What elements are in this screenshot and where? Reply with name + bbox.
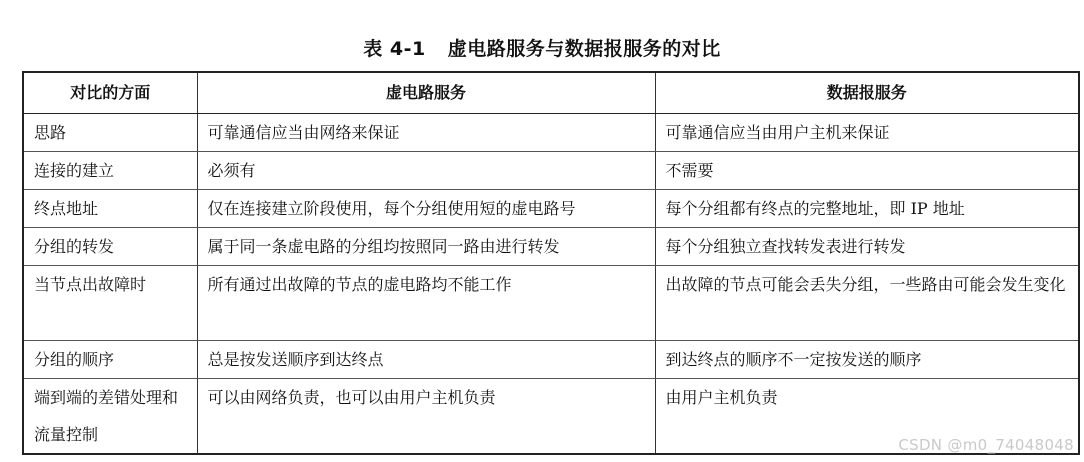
row-datagram: 由用户主机负责 [655,379,1079,455]
table-row [23,341,1079,379]
row-datagram: 不需要 [655,152,1079,190]
table-caption [0,34,1084,61]
row-aspect: 思路 [23,114,197,152]
row-virtual-circuit: 总是按发送顺序到达终点 [197,341,655,379]
table-row [23,228,1079,266]
row-datagram: 到达终点的顺序不一定按发送的顺序 [655,341,1079,379]
table-row [23,152,1079,190]
table-row [23,114,1079,152]
header-row [23,72,1079,114]
row-datagram: 出故障的节点可能会丢失分组，一些路由可能会发生变化 [655,266,1079,341]
watermark: CSDN @m0_74048048 [898,436,1074,454]
row-aspect: 端到端的差错处理和流量控制 [23,379,197,455]
row-virtual-circuit: 仅在连接建立阶段使用，每个分组使用短的虚电路号 [197,190,655,228]
row-virtual-circuit: 属于同一条虚电路的分组均按照同一路由进行转发 [197,228,655,266]
header-aspect: 对比的方面 [23,72,197,114]
row-virtual-circuit: 所有通过出故障的节点的虚电路均不能工作 [197,266,655,341]
row-virtual-circuit: 可靠通信应当由网络来保证 [197,114,655,152]
table-title: 虚电路服务与数据报服务的对比 [447,38,721,60]
table-row [23,266,1079,341]
row-datagram: 每个分组独立查找转发表进行转发 [655,228,1079,266]
row-aspect: 终点地址 [23,190,197,228]
header-datagram: 数据报服务 [655,72,1079,114]
row-virtual-circuit: 必须有 [197,152,655,190]
table-number: 表 4-1 [363,38,426,60]
row-aspect: 连接的建立 [23,152,197,190]
row-datagram: 每个分组都有终点的完整地址，即 IP 地址 [655,190,1079,228]
comparison-table [22,71,1080,455]
row-aspect: 分组的顺序 [23,341,197,379]
table-row [23,190,1079,228]
row-aspect: 分组的转发 [23,228,197,266]
row-aspect: 当节点出故障时 [23,266,197,341]
row-datagram: 可靠通信应当由用户主机来保证 [655,114,1079,152]
row-virtual-circuit: 可以由网络负责，也可以由用户主机负责 [197,379,655,455]
header-virtual-circuit: 虚电路服务 [197,72,655,114]
